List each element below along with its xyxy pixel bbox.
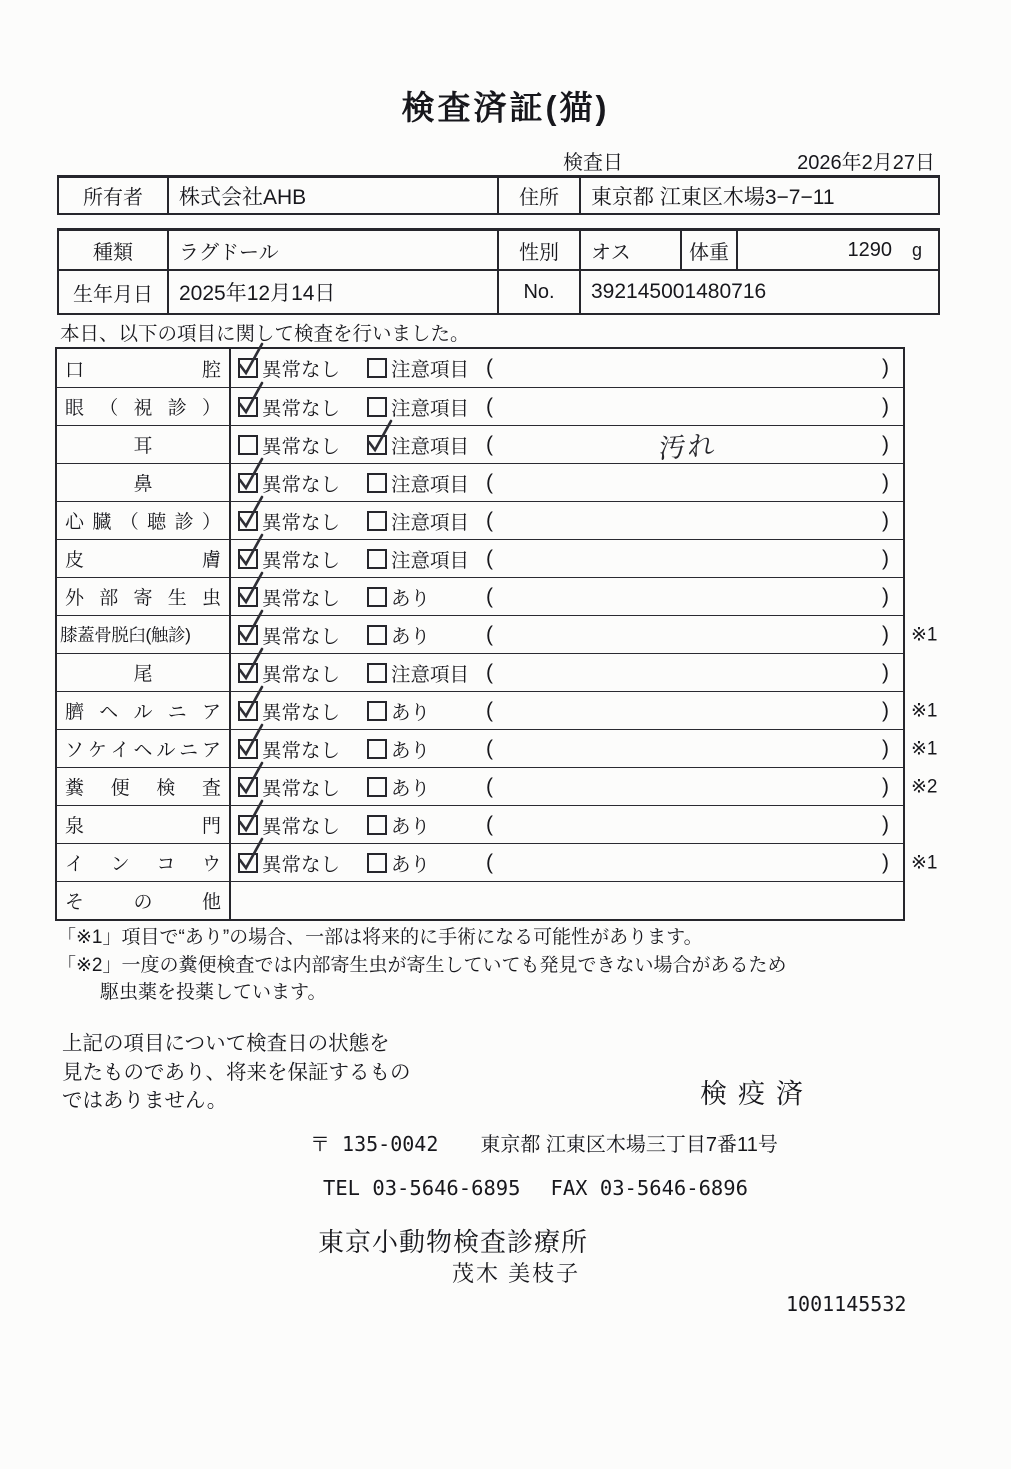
attention-checkbox-label: 注意項目	[391, 511, 470, 534]
item-label: 心 臓 （ 聴 診 ）	[65, 512, 221, 533]
veterinarian-name: 茂木 美枝子	[452, 1261, 581, 1286]
footnote-mark: ※1	[911, 738, 938, 759]
breed-label: 種類	[93, 241, 133, 264]
ok-checkbox-checked	[238, 587, 258, 607]
attention-checkbox-label: あり	[391, 625, 431, 648]
item-label: 糞 便 検 査	[65, 778, 221, 799]
attention-checkbox-checked	[367, 435, 387, 455]
ok-checkbox-label: 異常なし	[262, 473, 341, 496]
attention-checkbox-unchecked	[367, 549, 387, 569]
remarks-parentheses	[482, 585, 903, 609]
attention-checkbox-group	[367, 811, 482, 839]
ok-checkbox-label: 異常なし	[262, 397, 341, 420]
sex-label: 性別	[497, 231, 579, 269]
item-label: 口 腔	[65, 359, 221, 381]
checklist-row	[57, 653, 903, 691]
attention-checkbox-label: あり	[391, 777, 431, 800]
ok-checkbox-label: 異常なし	[262, 549, 341, 572]
ok-checkbox-group	[238, 735, 367, 763]
close-paren: )	[882, 812, 889, 836]
item-label: 膝蓋骨脱臼(触診)	[60, 625, 191, 645]
attention-checkbox-group	[367, 735, 482, 763]
remarks-parentheses	[482, 699, 903, 723]
remarks-parentheses	[482, 813, 903, 837]
handwritten-check-icon	[236, 341, 266, 379]
quarantine-stamp: 検疫済	[700, 1079, 814, 1109]
attention-checkbox-group	[367, 354, 482, 382]
ok-checkbox-checked	[238, 358, 258, 378]
ok-checkbox-group	[238, 697, 367, 725]
ok-checkbox-checked	[238, 739, 258, 759]
ok-checkbox-group	[238, 354, 367, 382]
owner-label: 所有者	[83, 187, 143, 209]
ok-checkbox-group	[238, 773, 367, 801]
result-cell	[229, 844, 903, 881]
close-paren: )	[882, 850, 889, 874]
result-cell	[229, 578, 903, 615]
item-label: 臍 ヘ ル ニ ア	[65, 702, 221, 723]
attention-checkbox-unchecked	[367, 777, 387, 797]
item-label: ソ ケ イ ヘ ル ニ ア	[65, 740, 221, 761]
attention-checkbox-unchecked	[367, 587, 387, 607]
open-paren: (	[486, 394, 493, 418]
ok-checkbox-label: 異常なし	[262, 511, 341, 534]
handwritten-check-icon	[236, 532, 266, 570]
inspection-date-row	[563, 146, 935, 175]
ok-checkbox-group	[238, 621, 367, 649]
inspection-date-value: 2026年2月27日	[797, 152, 935, 174]
item-label: 皮 膚	[65, 550, 221, 571]
close-paren: )	[882, 394, 889, 418]
handwritten-check-icon	[365, 418, 395, 456]
close-paren: )	[882, 470, 889, 494]
remarks-parentheses	[482, 775, 903, 799]
attention-checkbox-unchecked	[367, 473, 387, 493]
item-label: 尾	[133, 664, 153, 685]
handwritten-check-icon	[236, 608, 266, 646]
remarks-parentheses	[482, 425, 903, 464]
serial-number: 1001145532	[786, 1292, 907, 1316]
handwritten-check-icon	[236, 570, 266, 608]
attention-checkbox-unchecked	[367, 663, 387, 683]
attention-checkbox-label: 注意項目	[391, 549, 470, 572]
result-cell	[229, 464, 903, 501]
remarks-parentheses	[482, 509, 903, 533]
attention-checkbox-label: あり	[391, 815, 431, 838]
address-label: 住所	[497, 178, 579, 213]
item-label: 外 部 寄 生 虫	[65, 588, 221, 609]
handwritten-check-icon	[236, 494, 266, 532]
item-label: イ ン コ ウ	[65, 854, 221, 875]
address-value: 東京都 江東区木場3−7−11	[579, 178, 938, 213]
footnote-mark: ※1	[911, 852, 938, 873]
ok-checkbox-group	[238, 469, 367, 497]
clinic-name: 東京小動物検査診療所	[318, 1227, 589, 1257]
open-paren: (	[486, 584, 493, 608]
clinic-phone-line	[323, 1176, 748, 1200]
ok-checkbox-label: 異常なし	[262, 625, 341, 648]
result-cell	[229, 540, 903, 577]
attention-checkbox-label: 注意項目	[391, 359, 470, 381]
handwritten-check-icon	[236, 456, 266, 494]
close-paren: )	[882, 736, 889, 760]
remarks-parentheses	[482, 623, 903, 647]
attention-checkbox-unchecked	[367, 625, 387, 645]
weight-value: 1290	[847, 238, 892, 261]
attention-checkbox-group	[367, 469, 482, 497]
attention-checkbox-label: 注意項目	[391, 473, 470, 496]
item-label: 眼 （ 視 診 ）	[65, 398, 221, 419]
open-paren: (	[486, 546, 493, 570]
attention-checkbox-group	[367, 431, 482, 459]
ok-checkbox-checked	[238, 777, 258, 797]
birthdate-value: 2025年12月14日	[167, 271, 497, 313]
checklist-row	[57, 577, 903, 615]
no-label: No.	[497, 271, 579, 313]
handwritten-check-icon	[236, 836, 266, 874]
attention-checkbox-label: あり	[391, 853, 431, 876]
item-label: そ の 他	[65, 892, 221, 913]
checklist-row	[57, 425, 903, 463]
clinic-fax: FAX 03-5646-6896	[550, 1176, 748, 1200]
remarks-parentheses	[482, 547, 903, 571]
open-paren: (	[486, 622, 493, 646]
checklist-row	[57, 691, 938, 729]
open-paren: (	[486, 850, 493, 874]
weight-label: 体重	[680, 231, 736, 269]
footnote-mark: ※2	[911, 776, 938, 797]
attention-checkbox-group	[367, 507, 482, 535]
checklist-row	[57, 501, 903, 539]
ok-checkbox-label: 異常なし	[262, 663, 341, 686]
page-title: 検査済証(猫)	[401, 89, 610, 126]
close-paren: )	[882, 698, 889, 722]
item-label: 鼻	[133, 474, 153, 495]
open-paren: (	[486, 698, 493, 722]
ok-checkbox-label: 異常なし	[262, 853, 341, 876]
ok-checkbox-checked	[238, 815, 258, 835]
breed-value: ラグドール	[167, 231, 497, 269]
inspection-date-label: 検査日	[563, 152, 623, 174]
attention-checkbox-group	[367, 583, 482, 611]
footnote-2: 「※2」一度の糞便検査では内部寄生虫が寄生していても発見できない場合があるため	[57, 954, 787, 976]
close-paren: )	[882, 584, 889, 608]
ok-checkbox-checked	[238, 701, 258, 721]
result-cell	[229, 502, 903, 539]
clinic-tel: TEL 03-5646-6895	[323, 1176, 521, 1200]
ok-checkbox-group	[238, 545, 367, 573]
ok-checkbox-label: 異常なし	[262, 587, 341, 610]
ok-checkbox-label: 異常なし	[262, 701, 341, 724]
ok-checkbox-group	[238, 583, 367, 611]
checklist-row	[57, 387, 903, 425]
ok-checkbox-checked	[238, 853, 258, 873]
ok-checkbox-group	[238, 811, 367, 839]
open-paren: (	[486, 470, 493, 494]
result-cell	[229, 388, 903, 425]
handwritten-check-icon	[236, 646, 266, 684]
result-cell	[229, 654, 903, 691]
handwritten-note: 汚れ	[657, 429, 718, 465]
attention-checkbox-group	[367, 621, 482, 649]
ok-checkbox-label: 異常なし	[262, 435, 341, 458]
ok-checkbox-group	[238, 507, 367, 535]
open-paren: (	[486, 812, 493, 836]
owner-table	[57, 175, 940, 215]
footnote-1: 「※1」項目で“あり”の場合、一部は将来的に手術になる可能性があります。	[57, 927, 703, 948]
attention-checkbox-label: あり	[391, 739, 431, 762]
attention-checkbox-unchecked	[367, 815, 387, 835]
attention-checkbox-group	[367, 393, 482, 421]
sex-value: オス	[579, 231, 680, 269]
postal-code: 〒 135-0042	[310, 1132, 439, 1156]
ok-checkbox-unchecked	[238, 435, 258, 455]
attention-checkbox-label: 注意項目	[391, 397, 470, 420]
checklist-row	[57, 615, 938, 653]
weight-cell	[736, 231, 938, 269]
remarks-parentheses	[482, 395, 903, 419]
close-paren: )	[882, 356, 889, 379]
item-label: 耳	[133, 436, 153, 457]
attention-checkbox-unchecked	[367, 511, 387, 531]
ok-checkbox-checked	[238, 663, 258, 683]
result-cell	[229, 692, 903, 729]
pet-table	[57, 228, 940, 315]
checklist-row	[57, 881, 903, 919]
footnote-mark: ※1	[911, 624, 938, 645]
ok-checkbox-group	[238, 393, 367, 421]
open-paren: (	[486, 736, 493, 760]
attention-checkbox-label: 注意項目	[391, 435, 470, 458]
handwritten-check-icon	[236, 798, 266, 836]
open-paren: (	[486, 508, 493, 532]
result-cell	[229, 806, 903, 843]
item-label: 泉 門	[65, 816, 221, 837]
checklist-rows	[57, 349, 938, 919]
attention-checkbox-label: 注意項目	[391, 663, 470, 686]
close-paren: )	[882, 432, 889, 456]
result-cell	[229, 768, 903, 805]
result-cell	[229, 730, 903, 767]
result-cell	[229, 426, 903, 463]
ok-checkbox-label: 異常なし	[262, 777, 341, 800]
ok-checkbox-checked	[238, 511, 258, 531]
open-paren: (	[486, 356, 493, 379]
no-value: 392145001480716	[579, 271, 938, 313]
attention-checkbox-unchecked	[367, 701, 387, 721]
footnote-2-continued: 駆虫薬を投薬しています。	[100, 982, 327, 1003]
owner-value: 株式会社AHB	[167, 178, 497, 213]
remarks-parentheses	[482, 851, 903, 875]
ok-checkbox-checked	[238, 473, 258, 493]
ok-checkbox-group	[238, 431, 367, 459]
weight-unit: g	[911, 239, 922, 260]
remarks-parentheses	[482, 471, 903, 495]
attention-checkbox-group	[367, 697, 482, 725]
birthdate-label: 生年月日	[73, 283, 153, 306]
ok-checkbox-label: 異常なし	[262, 359, 341, 381]
remarks-parentheses	[482, 356, 903, 380]
result-cell	[229, 349, 903, 387]
clinic-address: 東京都 江東区木場三丁目7番11号	[480, 1134, 778, 1156]
remarks-parentheses	[482, 737, 903, 761]
attention-checkbox-group	[367, 849, 482, 877]
clinic-address-line	[310, 1128, 778, 1157]
ok-checkbox-checked	[238, 625, 258, 645]
checklist-table	[55, 347, 938, 921]
attention-checkbox-unchecked	[367, 739, 387, 759]
ok-checkbox-label: 異常なし	[262, 739, 341, 762]
open-paren: (	[486, 432, 493, 456]
checklist-row	[57, 463, 903, 501]
ok-checkbox-checked	[238, 549, 258, 569]
open-paren: (	[486, 660, 493, 684]
checklist-row	[57, 539, 903, 577]
checklist-row	[57, 843, 938, 881]
footnote-mark: ※1	[911, 700, 938, 721]
handwritten-check-icon	[236, 684, 266, 722]
checklist-row	[57, 767, 938, 805]
ok-checkbox-checked	[238, 397, 258, 417]
attention-checkbox-unchecked	[367, 397, 387, 417]
attention-checkbox-label: あり	[391, 587, 431, 610]
ok-checkbox-group	[238, 849, 367, 877]
attention-checkbox-group	[367, 773, 482, 801]
close-paren: )	[882, 774, 889, 798]
handwritten-check-icon	[236, 722, 266, 760]
checklist-row	[57, 729, 938, 767]
attention-checkbox-group	[367, 545, 482, 573]
ok-checkbox-label: 異常なし	[262, 815, 341, 838]
close-paren: )	[882, 508, 889, 532]
footnotes	[57, 924, 787, 1007]
close-paren: )	[882, 660, 889, 684]
other-empty-cell	[229, 882, 903, 919]
attention-checkbox-unchecked	[367, 853, 387, 873]
close-paren: )	[882, 622, 889, 646]
intro-text: 本日、以下の項目に関して検査を行いました。	[60, 323, 470, 345]
disclaimer-text: 上記の項目について検査日の状態を 見たものであり、将来を保証するもの ではありません。	[62, 1032, 411, 1112]
checklist-row	[57, 349, 903, 387]
handwritten-check-icon	[236, 380, 266, 418]
result-cell	[229, 616, 903, 653]
attention-checkbox-group	[367, 659, 482, 687]
handwritten-check-icon	[236, 760, 266, 798]
attention-checkbox-label: あり	[391, 701, 431, 724]
ok-checkbox-group	[238, 659, 367, 687]
checklist-row	[57, 805, 903, 843]
open-paren: (	[486, 774, 493, 798]
close-paren: )	[882, 546, 889, 570]
attention-checkbox-unchecked	[367, 358, 387, 378]
remarks-parentheses	[482, 661, 903, 685]
